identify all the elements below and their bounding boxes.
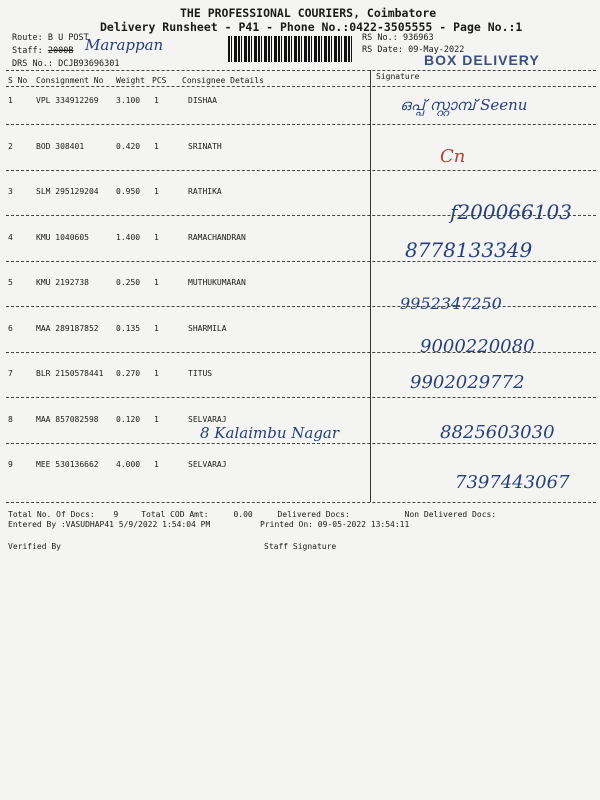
cell-consignee: SELVARAJ	[188, 460, 227, 469]
cell-sno: 4	[8, 233, 13, 242]
cell-consignee: RAMACHANDRAN	[188, 233, 246, 242]
barcode	[228, 36, 354, 62]
cell-weight: 0.950	[116, 187, 141, 196]
cell-pcs: 1	[154, 278, 159, 287]
cell-consignee: SRINATH	[188, 142, 222, 151]
route-value: B U POST	[47, 33, 89, 43]
staff-label: Staff:	[12, 46, 43, 56]
col-header-signature: Signature	[376, 72, 420, 81]
cell-consignee: SHARMILA	[188, 324, 227, 333]
cell-consignee: SELVARAJ	[188, 415, 227, 424]
route-line	[12, 33, 89, 43]
cell-consignment: KMU 2192738	[36, 278, 89, 287]
col-header-sno: S No	[8, 76, 28, 85]
cell-weight: 0.250	[116, 278, 141, 287]
row-divider	[6, 170, 596, 171]
total-docs-value: 9	[113, 510, 119, 519]
company-title: THE PROFESSIONAL COURIERS, Coimbatore	[180, 6, 437, 20]
delivered-docs-label: Delivered Docs:	[277, 510, 350, 519]
cell-consignment: MEE 530136662	[36, 460, 99, 469]
cell-consignment: BOD 308401	[36, 142, 85, 151]
staff-handwritten: Marappan	[85, 36, 164, 54]
signature-row-7: 9902029772	[410, 372, 525, 393]
rs-date-label: RS Date:	[362, 45, 403, 55]
col-header-consignee: Consignee Details	[182, 76, 264, 85]
cell-sno: 9	[8, 460, 13, 469]
col-header-pcs: PCS	[152, 76, 167, 85]
runsheet-subtitle: Delivery Runsheet - P41 - Phone No.:0422-3505555 - Page No.:1	[100, 20, 523, 34]
cell-sno: 1	[8, 96, 13, 105]
staff-signature: Staff Signature	[264, 542, 337, 551]
cell-weight: 4.000	[116, 460, 141, 469]
cell-pcs: 1	[154, 415, 159, 424]
staff-value: 2000B	[47, 46, 74, 56]
cell-sno: 7	[8, 369, 13, 378]
signature-row-2: Cn	[440, 146, 466, 167]
cell-sno: 8	[8, 415, 13, 424]
row-divider	[6, 443, 596, 444]
drs-value: DCJB93696301	[58, 59, 120, 69]
printed-on: Printed On: 09-05-2022 13:54:11	[260, 520, 410, 529]
cell-consignee: MUTHUKUMARAN	[188, 278, 246, 287]
table-header-rule	[6, 86, 596, 87]
row-divider	[6, 124, 596, 125]
total-cod-value: 0.00	[233, 510, 253, 519]
drs-line	[12, 59, 120, 69]
cell-consignment: BLR 2150578441	[36, 369, 104, 378]
cell-consignee: DISHAA	[188, 96, 217, 105]
cell-pcs: 1	[154, 369, 159, 378]
table-top-rule	[6, 70, 596, 71]
verified-by: Verified By	[8, 542, 61, 551]
cell-consignment: MAA 857082598	[36, 415, 99, 424]
cell-consignee: TITUS	[188, 369, 213, 378]
row-8-handwritten-note: 8 Kalaimbu Nagar	[200, 424, 340, 442]
signature-row-1: ഒപ്പ് സ്റ്റാമ്പ് Seenu	[400, 96, 528, 114]
box-delivery-stamp: BOX DELIVERY	[424, 52, 540, 68]
rs-date-value: 09-May-2022	[408, 45, 465, 55]
cell-consignment: VPL 334912269	[36, 96, 99, 105]
non-delivered-docs-label: Non Delivered Docs:	[404, 510, 497, 519]
cell-weight: 1.400	[116, 233, 141, 242]
signature-row-4: 8778133349	[405, 238, 533, 262]
entered-by: Entered By :VASUDHAP41 5/9/2022 1:54:04 PM	[8, 520, 211, 529]
signature-row-9: 7397443067	[455, 472, 570, 493]
cell-consignment: KMU 1040605	[36, 233, 89, 242]
cell-pcs: 1	[154, 460, 159, 469]
signature-row-3: f200066103	[450, 200, 572, 224]
cell-weight: 0.270	[116, 369, 141, 378]
cell-sno: 2	[8, 142, 13, 151]
cell-pcs: 1	[154, 324, 159, 333]
signature-column-divider	[370, 70, 371, 502]
cell-weight: 0.135	[116, 324, 141, 333]
cell-pcs: 1	[154, 187, 159, 196]
signature-row-5: 9952347250	[400, 294, 502, 313]
cell-weight: 0.420	[116, 142, 141, 151]
row-divider	[6, 306, 596, 307]
route-label: Route:	[12, 33, 43, 43]
cell-consignment: SLM 295129204	[36, 187, 99, 196]
cell-sno: 3	[8, 187, 13, 196]
drs-label: DRS No.:	[12, 59, 53, 69]
cell-consignment: MAA 289187852	[36, 324, 99, 333]
row-divider	[6, 397, 596, 398]
cell-sno: 6	[8, 324, 13, 333]
cell-consignee: RATHIKA	[188, 187, 222, 196]
col-header-consignment: Consignment No	[36, 76, 104, 85]
cell-pcs: 1	[154, 142, 159, 151]
cell-sno: 5	[8, 278, 13, 287]
total-cod-label: Total COD Amt:	[141, 510, 209, 519]
col-header-weight: Weight	[116, 76, 145, 85]
cell-pcs: 1	[154, 96, 159, 105]
rs-no-label: RS No.:	[362, 33, 398, 43]
cell-weight: 3.100	[116, 96, 141, 105]
cell-weight: 0.120	[116, 415, 141, 424]
signature-row-8: 8825603030	[440, 422, 555, 443]
table-bottom-rule	[6, 502, 596, 503]
staff-line	[12, 46, 73, 56]
rs-no-line	[362, 33, 434, 43]
rs-no-value: 936963	[402, 33, 434, 43]
cell-pcs: 1	[154, 233, 159, 242]
total-docs-label: Total No. Of Docs:	[8, 510, 95, 519]
totals-line	[8, 510, 496, 519]
signature-row-6: 9000220080	[420, 336, 535, 357]
